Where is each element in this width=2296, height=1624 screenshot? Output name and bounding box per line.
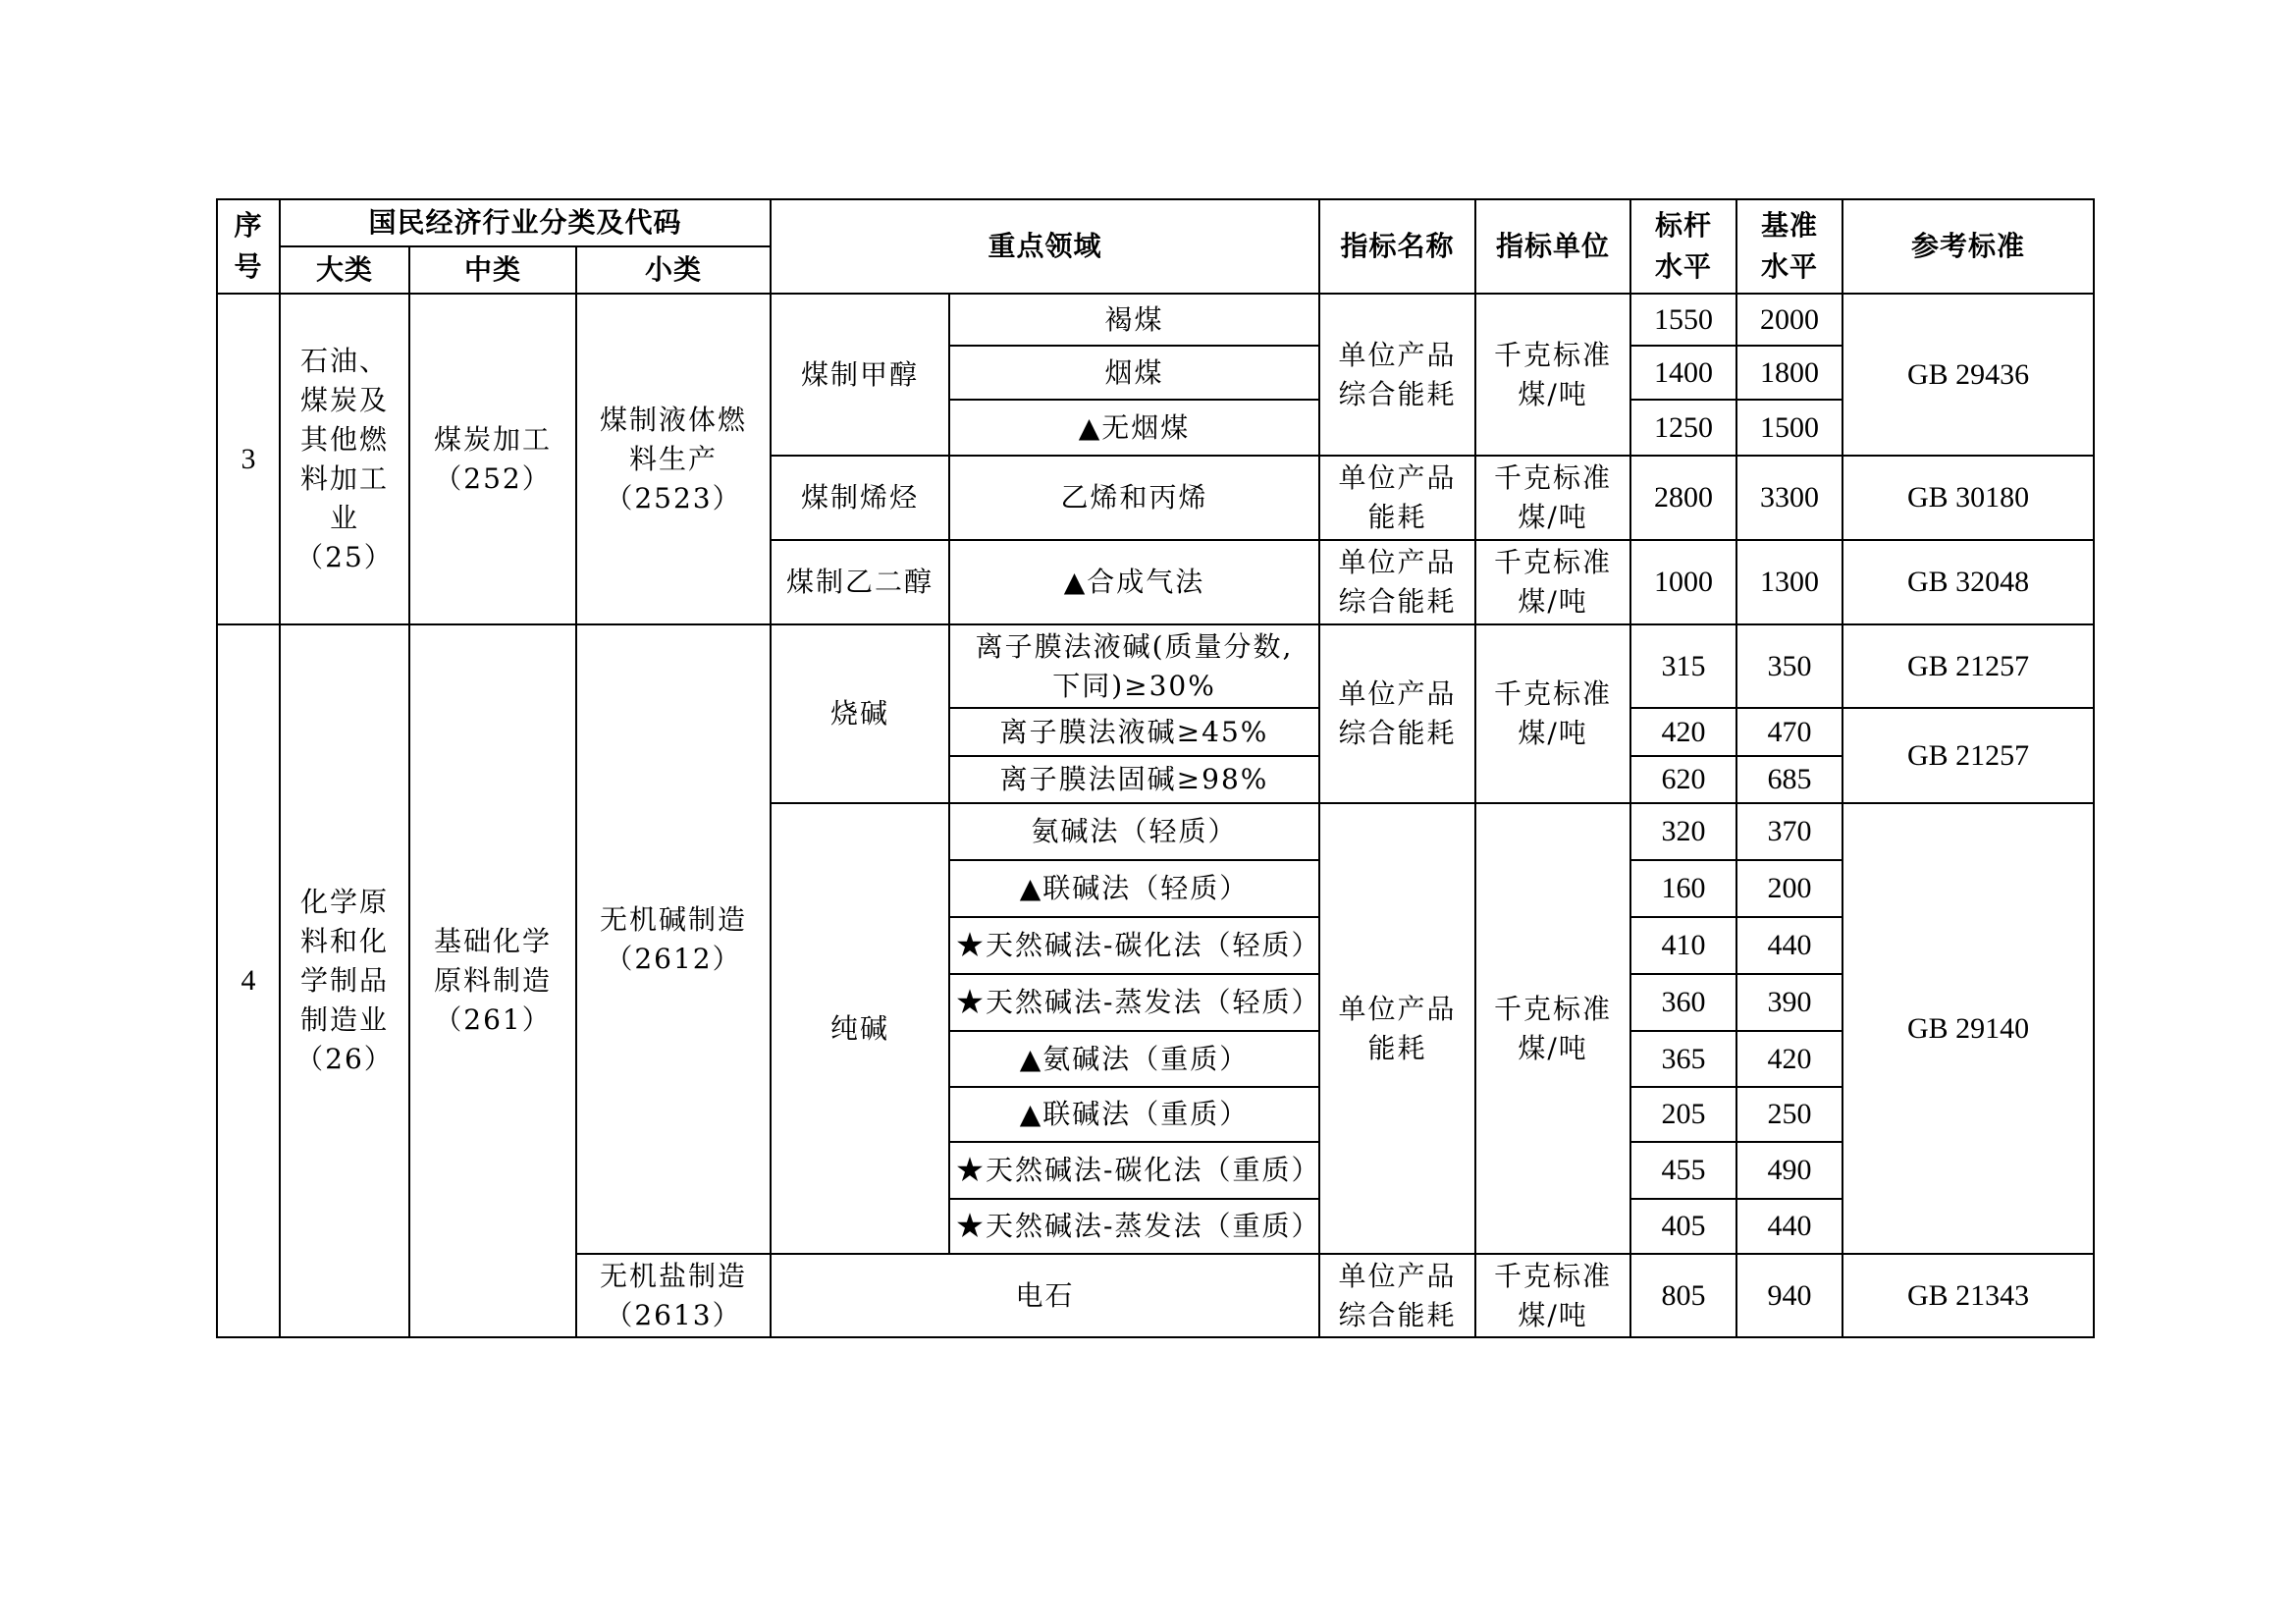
reference-cell: GB 29140 xyxy=(1842,803,2094,1254)
indicator-name-cell: 单位产品综合能耗 xyxy=(1319,294,1475,456)
baseline-cell: 390 xyxy=(1736,974,1842,1031)
indicator-name-cell: 单位产品综合能耗 xyxy=(1319,540,1475,624)
indicator-name-cell: 单位产品能耗 xyxy=(1319,803,1475,1254)
baseline-cell: 685 xyxy=(1736,756,1842,803)
baseline-cell: 2000 xyxy=(1736,294,1842,346)
indicator-unit-cell: 千克标准煤/吨 xyxy=(1475,456,1630,540)
indicator-unit-cell: 千克标准煤/吨 xyxy=(1475,624,1630,803)
reference-cell: GB 21343 xyxy=(1842,1254,2094,1337)
seq-cell: 4 xyxy=(217,624,280,1337)
reference-cell: GB 21257 xyxy=(1842,624,2094,708)
product-cell: 离子膜法液碱≥45% xyxy=(949,708,1319,756)
benchmark-cell: 455 xyxy=(1630,1142,1736,1199)
product-cell: ★天然碱法-蒸发法（重质） xyxy=(949,1199,1319,1254)
baseline-cell: 3300 xyxy=(1736,456,1842,540)
reference-cell: GB 29436 xyxy=(1842,294,2094,456)
indicator-unit-cell: 千克标准煤/吨 xyxy=(1475,1254,1630,1337)
header-industry-classification: 国民经济行业分类及代码 xyxy=(280,199,771,246)
key-area-cell: 烧碱 xyxy=(771,624,949,803)
benchmark-cell: 420 xyxy=(1630,708,1736,756)
header-middle: 中类 xyxy=(409,246,576,294)
reference-cell: GB 30180 xyxy=(1842,456,2094,540)
product-cell: ▲联碱法（轻质） xyxy=(949,860,1319,917)
header-baseline: 基准水平 xyxy=(1736,199,1842,294)
product-cell: 离子膜法固碱≥98% xyxy=(949,756,1319,803)
product-cell: 氨碱法（轻质） xyxy=(949,803,1319,860)
product-cell: ▲无烟煤 xyxy=(949,400,1319,456)
benchmark-cell: 410 xyxy=(1630,917,1736,974)
product-cell: ★天然碱法-蒸发法（轻质） xyxy=(949,974,1319,1031)
key-area-cell: 煤制乙二醇 xyxy=(771,540,949,624)
major-category-cell: 化学原料和化学制品制造业（26） xyxy=(280,624,409,1337)
header-key-area: 重点领域 xyxy=(771,199,1319,294)
header-benchmark: 标杆水平 xyxy=(1630,199,1736,294)
indicator-unit-cell: 千克标准煤/吨 xyxy=(1475,803,1630,1254)
indicator-name-cell: 单位产品综合能耗 xyxy=(1319,624,1475,803)
product-cell: 褐煤 xyxy=(949,294,1319,346)
header-reference: 参考标准 xyxy=(1842,199,2094,294)
middle-category-cell: 基础化学原料制造（261） xyxy=(409,624,576,1337)
benchmark-cell: 1250 xyxy=(1630,400,1736,456)
product-cell: ▲联碱法（重质） xyxy=(949,1087,1319,1142)
benchmark-cell: 620 xyxy=(1630,756,1736,803)
benchmark-cell: 405 xyxy=(1630,1199,1736,1254)
indicator-unit-cell: 千克标准煤/吨 xyxy=(1475,294,1630,456)
baseline-cell: 1800 xyxy=(1736,346,1842,400)
benchmark-cell: 160 xyxy=(1630,860,1736,917)
table-row xyxy=(217,294,2094,346)
indicator-unit-cell: 千克标准煤/吨 xyxy=(1475,540,1630,624)
minor-category-cell: 无机盐制造（2613） xyxy=(576,1254,771,1337)
header-indicator-unit: 指标单位 xyxy=(1475,199,1630,294)
benchmark-cell: 1550 xyxy=(1630,294,1736,346)
benchmark-cell: 2800 xyxy=(1630,456,1736,540)
benchmark-cell: 805 xyxy=(1630,1254,1736,1337)
key-area-cell: 纯碱 xyxy=(771,803,949,1254)
baseline-cell: 1300 xyxy=(1736,540,1842,624)
benchmark-cell: 1000 xyxy=(1630,540,1736,624)
key-area-cell: 煤制烯烃 xyxy=(771,456,949,540)
header-major: 大类 xyxy=(280,246,409,294)
product-cell: 离子膜法液碱(质量分数,下同)≥30% xyxy=(949,624,1319,708)
benchmark-cell: 365 xyxy=(1630,1031,1736,1087)
key-area-cell: 电石 xyxy=(771,1254,1319,1337)
baseline-cell: 490 xyxy=(1736,1142,1842,1199)
benchmark-cell: 1400 xyxy=(1630,346,1736,400)
product-cell: 烟煤 xyxy=(949,346,1319,400)
baseline-cell: 420 xyxy=(1736,1031,1842,1087)
reference-cell: GB 21257 xyxy=(1842,708,2094,803)
product-cell: 乙烯和丙烯 xyxy=(949,456,1319,540)
middle-category-cell: 煤炭加工（252） xyxy=(409,294,576,624)
indicator-name-cell: 单位产品综合能耗 xyxy=(1319,1254,1475,1337)
baseline-cell: 370 xyxy=(1736,803,1842,860)
baseline-cell: 250 xyxy=(1736,1087,1842,1142)
minor-category-cell: 无机碱制造（2612） xyxy=(576,624,771,1254)
baseline-cell: 200 xyxy=(1736,860,1842,917)
energy-benchmark-table xyxy=(216,198,2095,1338)
baseline-cell: 440 xyxy=(1736,1199,1842,1254)
major-category-cell: 石油、煤炭及其他燃料加工业（25） xyxy=(280,294,409,624)
product-cell: ▲氨碱法（重质） xyxy=(949,1031,1319,1087)
header-seq: 序号 xyxy=(217,199,280,294)
baseline-cell: 440 xyxy=(1736,917,1842,974)
baseline-cell: 940 xyxy=(1736,1254,1842,1337)
header-minor: 小类 xyxy=(576,246,771,294)
benchmark-cell: 320 xyxy=(1630,803,1736,860)
key-area-cell: 煤制甲醇 xyxy=(771,294,949,456)
reference-cell: GB 32048 xyxy=(1842,540,2094,624)
header-row-1 xyxy=(217,199,2094,246)
benchmark-cell: 360 xyxy=(1630,974,1736,1031)
indicator-name-cell: 单位产品能耗 xyxy=(1319,456,1475,540)
seq-cell: 3 xyxy=(217,294,280,624)
baseline-cell: 350 xyxy=(1736,624,1842,708)
product-cell: ▲合成气法 xyxy=(949,540,1319,624)
table-row xyxy=(217,624,2094,708)
benchmark-cell: 315 xyxy=(1630,624,1736,708)
product-cell: ★天然碱法-碳化法（轻质） xyxy=(949,917,1319,974)
product-cell: ★天然碱法-碳化法（重质） xyxy=(949,1142,1319,1199)
baseline-cell: 470 xyxy=(1736,708,1842,756)
minor-category-cell: 煤制液体燃料生产（2523） xyxy=(576,294,771,624)
benchmark-cell: 205 xyxy=(1630,1087,1736,1142)
header-indicator-name: 指标名称 xyxy=(1319,199,1475,294)
baseline-cell: 1500 xyxy=(1736,400,1842,456)
